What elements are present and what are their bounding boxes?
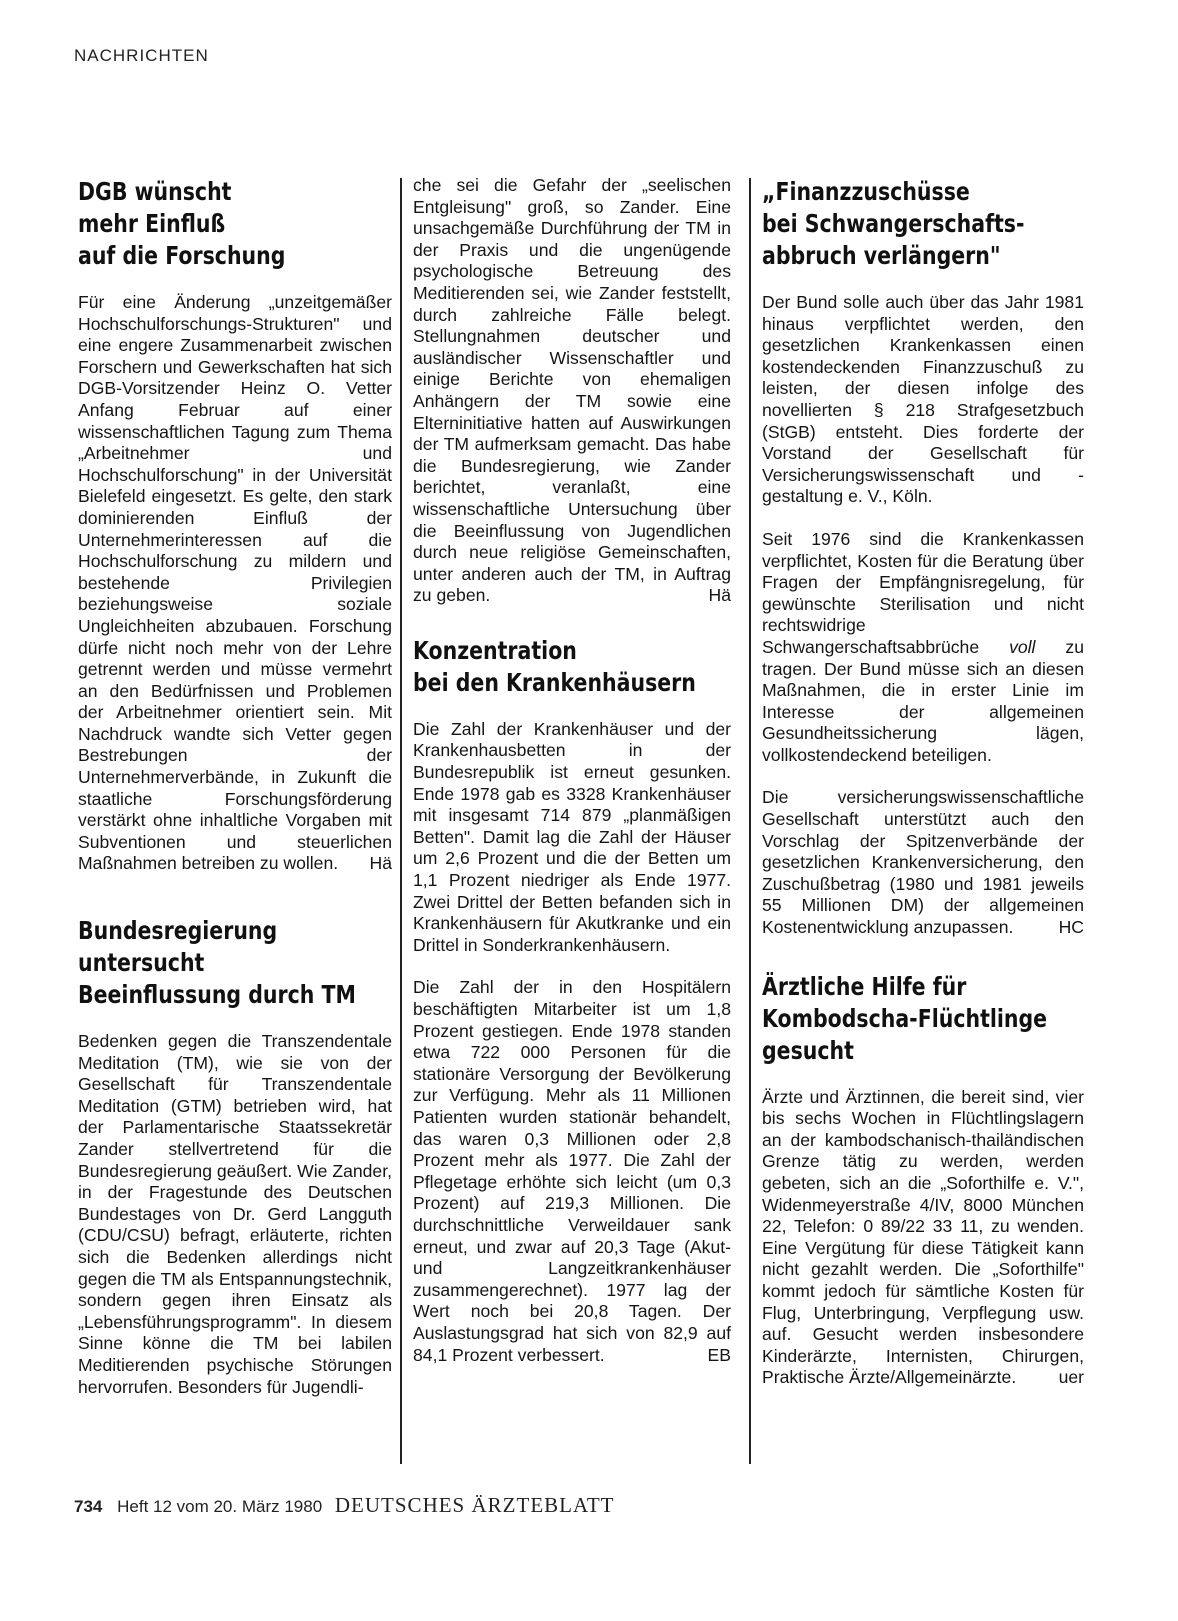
headline-line: Konzentration bbox=[413, 635, 577, 665]
section-label: NACHRICHTEN bbox=[74, 46, 209, 65]
headline-line: Beeinflussung durch TM bbox=[78, 980, 356, 1010]
article-paragraph-continued: che sei die Gefahr der „seelischen Entgleisung" groß, so Zander. Eine unsachgemäße Durchführung der TM in der Praxis und die ungenügende psychologische Betreuung des Meditierenden sei, wie Zander feststellt, durch zahlreiche Fälle belegt. Stellungnahmen deutscher und ausländischer Wissenschaftler und einige Berichte von ehemaligen Anhängern der TM sowie eine Elterninitiative hatten auf Auswirkungen der TM aufmerksam gemacht. Das habe die Bundesregierung, wie Zander berichtet, veranlaßt, eine wissenschaftliche Untersuchung über die Beeinflussung von Jugendlichen durch neue religiöse Gemeinschaften, unter anderen auch der TM, in Auftrag zu geben. Hä bbox=[413, 175, 731, 606]
article-headline bbox=[762, 971, 1084, 1067]
article-tm bbox=[78, 915, 392, 1398]
issue-info: Heft 12 vom 20. März 1980 bbox=[117, 1497, 323, 1516]
article-paragraph: Die versicherungswissenschaftliche Gesellschaft unterstützt auch den Vorschlag der Spitzenverbände der gesetzlichen Krankenversicherung, den Zuschußbetrag (1980 und 1981 jeweils 55 Millionen DM) der allgemeinen Kostenentwicklung anzupassen. HC bbox=[762, 787, 1084, 938]
column-3 bbox=[762, 176, 1084, 1410]
headline-line: Ärztliche Hilfe für bbox=[762, 971, 967, 1001]
article-paragraph: Bedenken gegen die Transzendentale Meditation (TM), wie sie von der Gesellschaft für Transzendentale Meditation (GTM) betrieben wird, hat der Parlamentarische Staatssekretär Zander stellvertretend für die Bundesregierung geäußert. Wie Zander, in der Fragestunde des Deutschen Bundestages von Dr. Gerd Langguth (CDU/CSU) befragt, erläuterte, richten sich die Bedenken allerdings nicht gegen die TM als Entspannungstechnik, sondern gegen ihren Einsatz als „Lebensführungsprogramm". In diesem Sinne könne die TM bei labilen Meditierenden psychische Störungen hervorrufen. Besonders für Jugendli- bbox=[78, 1031, 392, 1397]
article-paragraph: Seit 1976 sind die Krankenkassen verpflichtet, Kosten für die Beratung über Fragen der Empfängnisregelung, für gewünschte Sterilisation und nicht rechtswidrige Schwangerschaftsabbrüche voll zu tragen. Der Bund müsse sich an diesen Maßnahmen, die in erster Linie im Interesse der allgemeinen Gesundheitssicherung lägen, vollkostendeckend beteiligen. bbox=[762, 528, 1084, 765]
column-divider bbox=[400, 178, 402, 1464]
publication-name: DEUTSCHES ÄRZTEBLATT bbox=[334, 1493, 615, 1517]
article-schwangerschaft bbox=[762, 176, 1084, 939]
headline-line: „Finanzzuschüsse bbox=[762, 177, 970, 206]
article-paragraph: Die Zahl der in den Hospitälern beschäftigten Mitarbeiter ist um 1,8 Prozent gestiegen. Ende 1978 standen etwa 722 000 Personen für die stationäre Versorgung der Bevölkerung zur Verfügung. Mehr als 11 Millionen Patienten wurden stationär behandelt, das waren 0,3 Millionen oder 2,8 Prozent mehr als 1977. Die Zahl der Pflegetage erhöhte sich leicht (um 0,3 Prozent) auf 219,3 Millionen. Die durchschnittliche Verweildauer sank erneut, und zwar auf 20,3 Tage (Akut- und Langzeitkrankenhäuser zusammengerechnet). 1977 lag der Wert noch bei 20,8 Tagen. Der Auslastungsgrad hat sich von 82,9 auf 84,1 Prozent verbessert. EB bbox=[413, 977, 731, 1365]
article-headline bbox=[78, 176, 392, 272]
headline-line: mehr Einfluß bbox=[78, 209, 226, 238]
headline-line: DGB wünscht bbox=[78, 177, 232, 206]
author-signature: uer bbox=[1058, 1367, 1084, 1388]
headline-line: Bundesregierung bbox=[78, 916, 278, 946]
headline-line: Kombodscha-Flüchtlinge bbox=[762, 1003, 1048, 1033]
author-signature: Hä bbox=[369, 853, 392, 874]
article-headline bbox=[413, 635, 731, 699]
author-signature: HC bbox=[1058, 917, 1084, 938]
column-2 bbox=[413, 176, 731, 1387]
article-headline bbox=[762, 176, 1084, 272]
page-number: 734 bbox=[74, 1497, 103, 1516]
article-aerztliche-hilfe bbox=[762, 971, 1084, 1389]
author-signature: Hä bbox=[708, 585, 731, 606]
headline-line: gesucht bbox=[762, 1035, 854, 1065]
headline-line: bei den Krankenhäusern bbox=[413, 667, 696, 697]
author-signature: EB bbox=[707, 1344, 731, 1365]
page-footer bbox=[74, 1493, 614, 1518]
headline-line: abbruch verlängern" bbox=[762, 241, 1001, 270]
headline-line: auf die Forschung bbox=[78, 241, 286, 270]
article-paragraph: Für eine Änderung „unzeitgemäßer Hochschulforschungs-Strukturen" und eine engere Zusammenarbeit zwischen Forschern und Gewerkschaften hat sich DGB-Vorsitzender Heinz O. Vetter Anfang Februar auf einer wissenschaftlichen Tagung zum Thema „Arbeitnehmer und Hochschulforschung" in der Universität Bielefeld eingesetzt. Es gelte, den stark dominierenden Einfluß der Unternehmerinteressen auf die Hochschulforschung zu mildern und bestehende Privilegien beziehungsweise soziale Ungleichheiten abzubauen. Forschung dürfe nicht noch mehr von der Lehre getrennt werden und müsse vermehrt an den Bedürfnissen und Problemen der Arbeitnehmer orientiert sein. Mit Nachdruck wandte sich Vetter gegen Bestrebungen der Unternehmerverbände, in Zukunft die staatliche Forschungsförderung verstärkt ohne inhaltliche Vorgaben mit Subventionen und steuerlichen Maßnahmen betreiben zu wollen. Hä bbox=[78, 292, 392, 874]
article-paragraph: Die Zahl der Krankenhäuser und der Krankenhausbetten in der Bundesrepublik ist erneut gesunken. Ende 1978 gab es 3328 Krankenhäuser mit insgesamt 714 879 „planmäßigen Betten". Damit lag die Zahl der Häuser um 2,6 Prozent und die der Betten um 1,1 Prozent niedriger als Ende 1977. Zwei Drittel der Betten befanden sich in Krankenhäusern für Akutkranke und ein Drittel in Sonderkrankenhäusern. bbox=[413, 718, 731, 955]
article-headline bbox=[78, 915, 392, 1011]
headline-line: untersucht bbox=[78, 948, 205, 978]
article-paragraph: Der Bund solle auch über das Jahr 1981 hinaus verpflichtet werden, den gesetzlichen Krankenkassen einen kostendeckenden Finanzzuschuß zu leisten, der diesen infolge des novellierten § 218 Strafgesetzbuch (StGB) entsteht. Dies forderte der Vorstand der Gesellschaft für Versicherungswissenschaft und -gestaltung e. V., Köln. bbox=[762, 292, 1084, 507]
article-krankenhaus bbox=[413, 635, 731, 1366]
column-divider bbox=[749, 178, 751, 1464]
headline-line: bei Schwangerschafts- bbox=[762, 209, 1025, 238]
column-1 bbox=[78, 176, 392, 1419]
article-dgb bbox=[78, 176, 392, 875]
article-paragraph: Ärzte und Ärztinnen, die bereit sind, vier bis sechs Wochen in Flüchtlingslagern an der kambodschanisch-thailändischen Grenze tätig zu werden, werden gebeten, sich an die „Soforthilfe e. V.", Widenmeyerstraße 4/IV, 8000 München 22, Telefon: 0 89/22 33 11, zu wenden. Eine Vergütung für diese Tätigkeit kann nicht gezahlt werden. Die „Soforthilfe" kommt jedoch für sämtliche Kosten für Flug, Unterbringung, Verpflegung usw. auf. Gesucht werden insbesondere Kinderärzte, Internisten, Chirurgen, Praktische Ärzte/Allgemeinärzte. uer bbox=[762, 1086, 1084, 1388]
